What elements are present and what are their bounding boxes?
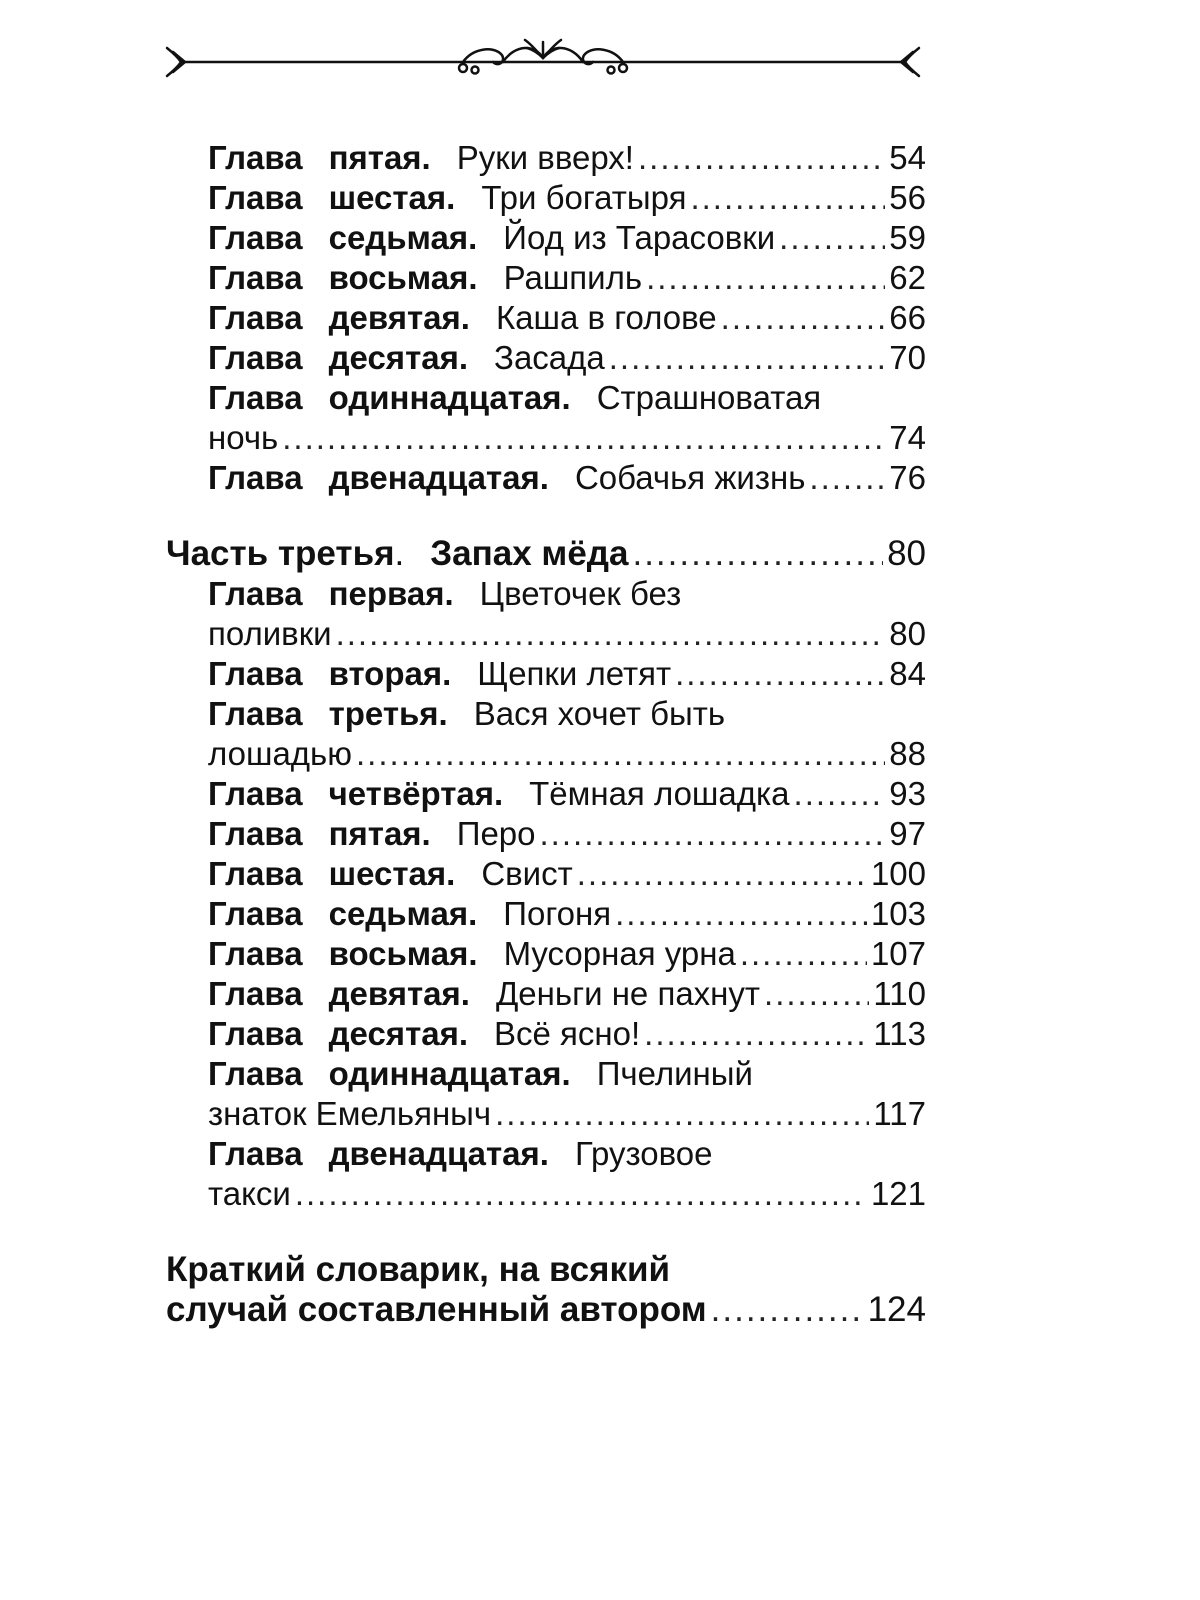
toc-glossary-entry-continuation[interactable] [0,1290,926,1330]
chapter-title: Собачья жизнь [574,459,806,496]
toc-entry[interactable] [0,574,926,614]
dot-leader [794,774,886,814]
glossary-title-line1: Краткий словарик, на всякий [166,1250,671,1289]
page-number: 93 [889,775,926,812]
page-number: 113 [873,1015,926,1052]
toc-entry-continuation[interactable] [0,734,926,774]
toc-entry[interactable] [0,218,926,258]
chapter-ordinal: шестая. [328,855,456,892]
chapter-label: Глава [208,179,303,216]
dot-leader [295,1174,867,1214]
toc-entry[interactable] [0,774,926,814]
chapter-label: Глава [208,775,303,812]
chapter-label: Глава [208,655,303,692]
chapter-ordinal: седьмая. [328,219,478,256]
chapter-label: Глава [208,815,303,852]
toc-entry[interactable] [0,814,926,854]
chapter-label: Глава [208,975,303,1012]
chapter-title-continuation: лошадью [208,735,353,772]
page-number: 54 [889,139,926,176]
chapter-label: Глава [208,339,303,376]
dot-leader [615,894,867,934]
chapter-title: Руки вверх! [456,139,634,176]
chapter-title-continuation: такси [208,1175,291,1212]
chapter-ordinal: седьмая. [328,895,478,932]
dot-leader [336,614,886,654]
chapter-ordinal: одиннадцатая. [328,1055,571,1092]
toc-entry[interactable] [0,138,926,178]
part-label: Часть третья [166,534,395,573]
page-number: 84 [889,655,926,692]
dot-leader [632,534,883,574]
dot-leader [638,138,885,178]
toc-entry[interactable] [0,338,926,378]
chapter-title: Три богатыря [481,179,687,216]
page-number: 124 [867,1290,926,1329]
dot-leader [690,178,885,218]
page-number: 80 [887,534,926,573]
chapter-label: Глава [208,1055,303,1092]
toc-glossary-entry[interactable] [0,1250,926,1290]
dot-leader [740,934,867,974]
toc-entry-continuation[interactable] [0,1094,926,1134]
dot-leader [577,854,867,894]
page-number: 97 [889,815,926,852]
dot-leader [721,298,886,338]
chapter-title: Засада [494,339,605,376]
dot-leader [540,814,886,854]
chapter-label: Глава [208,379,303,416]
chapter-ordinal: пятая. [328,139,431,176]
dot-leader [282,418,885,458]
part-separator: . [394,534,405,573]
toc-entry[interactable] [0,974,926,1014]
chapter-ordinal: восьмая. [328,259,478,296]
toc-entry-continuation[interactable] [0,1174,926,1214]
chapter-ordinal: первая. [328,575,454,612]
toc-entry[interactable] [0,894,926,934]
chapter-label: Глава [208,575,303,612]
toc-entry[interactable] [0,378,926,418]
chapter-title-continuation: знаток Емельяныч [208,1095,492,1132]
page-number: 70 [889,339,926,376]
chapter-label: Глава [208,935,303,972]
dot-leader [711,1290,864,1330]
chapter-label: Глава [208,299,303,336]
chapter-title: Йод из Тарасовки [503,219,776,256]
page-number: 121 [870,1175,926,1212]
dot-leader [675,654,885,694]
chapter-title: Перо [456,815,536,852]
toc-entry[interactable] [0,1014,926,1054]
dot-leader [356,734,885,774]
chapter-label: Глава [208,139,303,176]
chapter-label: Глава [208,695,303,732]
page-number: 110 [873,975,926,1012]
toc-entry[interactable] [0,458,926,498]
chapter-title: Страшноватая [596,379,822,416]
part-title: Запах мёда [430,534,629,573]
toc-entry[interactable] [0,854,926,894]
dot-leader [764,974,869,1014]
dot-leader [644,1014,869,1054]
chapter-label: Глава [208,1015,303,1052]
chapter-title: Мусорная урна [503,935,736,972]
toc-entry[interactable] [0,258,926,298]
page-number: 80 [889,615,926,652]
chapter-title: Рашпиль [503,259,643,296]
page-number: 117 [873,1095,926,1132]
page-number: 59 [889,219,926,256]
dot-leader [809,458,885,498]
chapter-ordinal: вторая. [328,655,452,692]
chapter-ordinal: пятая. [328,815,431,852]
page-number: 74 [889,419,926,456]
page-number: 56 [889,179,926,216]
toc-entry[interactable] [0,694,926,734]
chapter-title-continuation: поливки [208,615,332,652]
toc-part-entry[interactable] [0,534,926,574]
chapter-title: Грузовое [574,1135,713,1172]
chapter-label: Глава [208,895,303,932]
chapter-label: Глава [208,259,303,296]
chapter-title-continuation: ночь [208,419,279,456]
chapter-title: Пчелиный [596,1055,753,1092]
dot-leader [495,1094,869,1134]
toc-entry[interactable] [0,298,926,338]
chapter-title: Тёмная лошадка [529,775,790,812]
chapter-ordinal: девятая. [328,299,470,336]
chapter-ordinal: десятая. [328,339,469,376]
chapter-title: Щепки летят [477,655,672,692]
glossary-title-line2: случай составленный автором [166,1290,707,1329]
chapter-label: Глава [208,459,303,496]
chapter-ordinal: десятая. [328,1015,469,1052]
chapter-title: Каша в голове [495,299,717,336]
chapter-label: Глава [208,219,303,256]
page-number: 88 [889,735,926,772]
page-number: 100 [870,855,926,892]
chapter-ordinal: третья. [328,695,448,732]
chapter-title: Вася хочет быть [473,695,726,732]
page-number: 107 [870,935,926,972]
page-number: 103 [870,895,926,932]
chapter-title: Свист [481,855,573,892]
dot-leader [609,338,886,378]
chapter-label: Глава [208,1135,303,1172]
toc-entry[interactable] [0,178,926,218]
page-number: 76 [889,459,926,496]
chapter-ordinal: двенадцатая. [328,1135,549,1172]
chapter-label: Глава [208,855,303,892]
chapter-ordinal: восьмая. [328,935,478,972]
table-of-contents [0,138,1200,1330]
toc-entry-continuation[interactable] [0,418,926,458]
chapter-ordinal: четвёртая. [328,775,504,812]
chapter-ordinal: двенадцатая. [328,459,549,496]
dot-leader [646,258,885,298]
chapter-title: Цветочек без [479,575,682,612]
chapter-title: Деньги не пахнут [495,975,761,1012]
dot-leader [779,218,885,258]
toc-entry[interactable] [0,654,926,694]
chapter-ordinal: шестая. [328,179,456,216]
toc-entry-continuation[interactable] [0,614,926,654]
toc-entry[interactable] [0,934,926,974]
toc-entry[interactable] [0,1134,926,1174]
toc-entry[interactable] [0,1054,926,1094]
chapter-title: Всё ясно! [494,1015,641,1052]
ornament-divider [163,36,923,86]
chapter-ordinal: девятая. [328,975,470,1012]
chapter-ordinal: одиннадцатая. [328,379,571,416]
page-number: 62 [889,259,926,296]
chapter-title: Погоня [503,895,612,932]
page-number: 66 [889,299,926,336]
